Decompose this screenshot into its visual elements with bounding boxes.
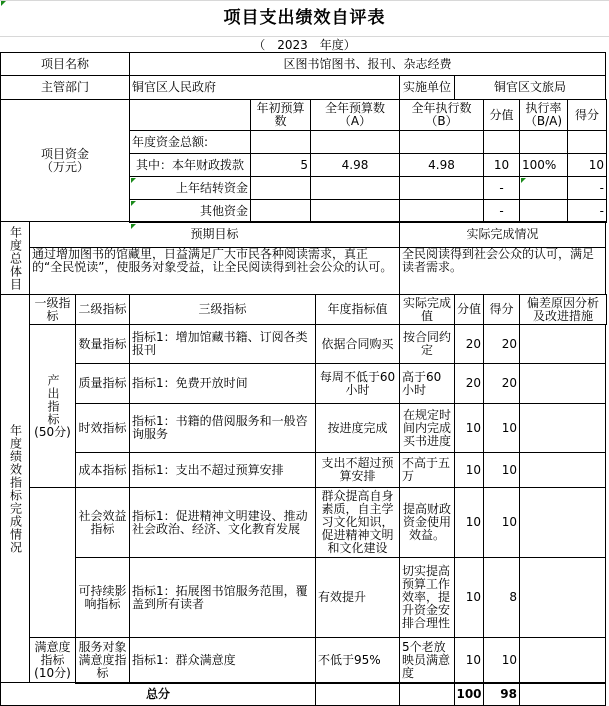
funds-cell-text: - (599, 203, 604, 218)
cell-comment-marker-icon (131, 201, 136, 206)
level2-indicator (75, 487, 130, 558)
actual-value (399, 637, 455, 684)
weight-text: 10 (465, 653, 481, 667)
funds-cell (519, 199, 568, 223)
funds-header-text: 执行率（B/A) (524, 101, 563, 128)
output-indicator (29, 324, 76, 488)
cell-comment-marker-icon (521, 178, 526, 183)
funds-cell-text: 10 (588, 157, 604, 172)
level3-indicator-text: 指标1：促进精神文明建设、推动社会政治、经济、文化教育发展 (132, 508, 308, 536)
target-value-text: 有效提升 (318, 590, 367, 604)
score-text: 10 (501, 420, 517, 435)
funds-cell-text: 100% (522, 157, 557, 172)
weight (454, 557, 484, 638)
funds-cell-text: 10 (493, 157, 510, 172)
deviation-note (519, 637, 606, 684)
total-score (483, 682, 520, 706)
funds-cell (399, 176, 484, 200)
actual-header (399, 221, 606, 248)
level3-indicator (129, 452, 316, 488)
level2-indicator (75, 557, 130, 638)
project-name-value (129, 52, 606, 76)
funds-cell (567, 176, 607, 200)
deviation-note (519, 363, 606, 404)
score-text: 20 (501, 376, 517, 390)
funds-cell (399, 153, 484, 177)
dept-value (129, 75, 400, 100)
weight (454, 452, 484, 488)
funds-cell-text: 4.98 (341, 157, 369, 172)
score-text: 8 (509, 590, 517, 604)
funds-cell (483, 130, 520, 154)
level3-indicator (129, 324, 316, 364)
actual-value (399, 363, 455, 404)
perf-header-text: 分值 (457, 302, 482, 316)
target-value (315, 363, 400, 404)
weight (454, 637, 484, 684)
funds-header-text: 全年预算数（A） (324, 101, 385, 128)
funds-cell-text: 4.98 (428, 157, 455, 172)
funds-header-text: 得分 (574, 107, 599, 122)
expected-text (29, 247, 400, 295)
cell-comment-marker-icon (131, 224, 136, 229)
level3-indicator-text: 指标1：免费开放时间 (132, 376, 248, 390)
funds-header-text: 分值 (489, 107, 514, 122)
score (483, 403, 520, 453)
expected-text-text: 通过增加图书的馆藏里，日益满足广大市民各种阅读需求，真正的“全民悦读”，使服务对象受益，让全民阅读得到社会公众的认可。 (32, 247, 393, 274)
actual-value (399, 487, 455, 558)
level2-indicator-text: 成本指标 (78, 462, 127, 477)
actual-value-text: 在规定时间内完成买书进度 (402, 407, 451, 448)
perf-header (454, 294, 484, 325)
total-score-text: 98 (500, 686, 517, 701)
funds-row-label-text: 其中：本年财政拨款 (135, 157, 244, 172)
year-line-text: （ 2023 年度） (253, 37, 356, 52)
output-indicator-cont (29, 487, 76, 638)
target-value-text: 支出不超过预算安排 (321, 456, 394, 483)
perf-header (519, 294, 607, 325)
funds-cell (519, 176, 568, 200)
perf-header (75, 294, 130, 325)
funds-header (399, 99, 484, 131)
funds-cell (250, 199, 311, 223)
perf-header (315, 294, 400, 325)
cell-comment-marker-icon (131, 178, 136, 183)
level3-indicator (129, 363, 316, 404)
level2-indicator-text: 服务对象满意度指标 (78, 640, 127, 680)
total-note (519, 682, 606, 706)
funds-cell (310, 199, 400, 223)
target-value (315, 487, 400, 558)
funds-label-text: 项目资金 （万元） (40, 146, 89, 174)
score (483, 452, 520, 488)
weight-text: 10 (465, 590, 481, 604)
dept-label-text: 主管部门 (40, 80, 89, 94)
funds-row-label (129, 176, 251, 200)
target-value (315, 403, 400, 453)
funds-cell (250, 176, 311, 200)
actual-value-text: 5个老放映员满意度 (402, 640, 451, 680)
actual-value-text: 提高财政资金使用效益。 (402, 502, 451, 542)
level3-indicator (129, 557, 316, 638)
impl-label-text: 实施单位 (402, 80, 451, 94)
actual-value (399, 403, 455, 453)
funds-header (519, 99, 568, 131)
weight-text: 10 (465, 420, 481, 435)
cell-comment-marker-icon (1, 1, 6, 6)
perf-header-text: 三级指标 (198, 302, 247, 316)
total-blank (399, 682, 455, 706)
weight-text: 20 (465, 336, 481, 351)
weight (454, 403, 484, 453)
overall-label-text: 年度总体目 (8, 225, 23, 291)
actual-value-text: 按合同约定 (402, 330, 451, 357)
deviation-note (519, 452, 606, 488)
funds-cell (250, 130, 311, 154)
funds-cell-text: - (499, 203, 504, 218)
funds-cell (310, 153, 400, 177)
funds-row-label-text: 上年结转资金 (175, 180, 248, 195)
sheet-title-text: 项目支出绩效自评表 (223, 8, 386, 28)
actual-value-text: 切实提高预算工作效率，提升资金安排合理性 (402, 564, 451, 630)
perf-header (29, 294, 76, 325)
score-text: 10 (501, 653, 517, 667)
actual-value (399, 324, 455, 364)
total-weight (454, 682, 484, 706)
total-label-text: 总分 (145, 686, 170, 701)
dept-label (0, 75, 130, 100)
perf-header-text: 实际完成值 (402, 295, 451, 323)
level2-indicator (75, 363, 130, 404)
target-value-text: 依据合同购买 (321, 336, 394, 351)
actual-value-text: 不高于五万 (402, 456, 451, 483)
funds-cell (483, 176, 520, 200)
funds-cell-text: - (599, 180, 604, 195)
impl-label (399, 75, 455, 100)
funds-cell (399, 130, 484, 154)
level3-indicator-text: 指标1：增加馆藏书籍、订阅各类报刊 (132, 330, 308, 357)
level3-indicator-text: 指标1：书籍的借阅服务和一般咨询服务 (132, 414, 308, 441)
actual-value (399, 557, 455, 638)
deviation-note (519, 487, 606, 558)
score (483, 557, 520, 638)
level2-indicator-text: 可持续影响指标 (78, 583, 127, 611)
deviation-note (519, 557, 606, 638)
score-text: 10 (501, 515, 517, 529)
actual-text (399, 247, 606, 295)
level2-indicator (75, 452, 130, 488)
funds-row-label (129, 199, 251, 223)
perf-header-text: 偏差原因分析及改进措施 (526, 295, 599, 323)
satisfaction-indicator-text: 满意度指标(10分) (34, 639, 71, 680)
level3-indicator (129, 637, 316, 684)
project-name-label-text: 项目名称 (40, 56, 89, 71)
weight (454, 487, 484, 558)
weight-text: 20 (465, 376, 481, 390)
level2-indicator (75, 637, 130, 684)
level2-indicator-text: 数量指标 (78, 336, 127, 351)
funds-cell (567, 130, 607, 154)
funds-header-text: 全年执行数（B） (411, 101, 472, 128)
funds-cell (567, 153, 607, 177)
dept-value-text: 铜官区人民政府 (132, 80, 217, 94)
level2-indicator (75, 403, 130, 453)
level2-indicator (75, 324, 130, 364)
weight-text: 10 (465, 462, 481, 477)
funds-cell (250, 153, 311, 177)
perf-label-text: 年度绩效指标完成情况 (8, 423, 23, 554)
perf-header-text: 得分 (489, 302, 514, 316)
funds-cell-text: - (499, 180, 504, 195)
funds-row-label-text: 其他资金 (199, 203, 248, 218)
target-value-text: 每周不低于60小时 (319, 369, 396, 397)
funds-header-blank (129, 99, 251, 131)
funds-row-label (129, 130, 251, 154)
funds-label (0, 99, 130, 222)
funds-cell (483, 153, 520, 177)
target-value (315, 452, 400, 488)
level3-indicator (129, 487, 316, 558)
perf-header (129, 294, 316, 325)
level3-indicator-text: 指标1：支出不超过预算安排 (132, 462, 284, 477)
total-blank (315, 682, 400, 706)
funds-cell (519, 153, 568, 177)
funds-cell (519, 130, 568, 154)
expected-header-text: 预期目标 (190, 227, 239, 241)
impl-value (454, 75, 606, 100)
actual-header-text: 实际完成情况 (466, 227, 539, 241)
level2-indicator-text: 社会效益指标 (78, 508, 127, 536)
target-value-text: 按进度完成 (327, 420, 388, 435)
total-label (0, 682, 316, 706)
perf-header-text: 年度指标值 (327, 302, 388, 316)
funds-header (250, 99, 311, 131)
target-value-text: 不低于95% (318, 653, 381, 667)
perf-header-text: 二级指标 (78, 302, 127, 316)
score-text: 10 (501, 462, 517, 477)
funds-cell (483, 199, 520, 223)
deviation-note (519, 403, 606, 453)
project-name-value-text: 区图书馆图书、报刊、杂志经费 (283, 56, 452, 71)
output-score: (50分) (34, 424, 71, 439)
expected-header (29, 221, 400, 248)
perf-header (483, 294, 520, 325)
funds-header (483, 99, 520, 131)
weight (454, 363, 484, 404)
target-value (315, 324, 400, 364)
level2-indicator-text: 时效指标 (78, 420, 127, 435)
level2-indicator-text: 质量指标 (78, 376, 127, 390)
actual-value-text: 高于60小时 (402, 369, 442, 397)
perf-header-text: 一级指标 (34, 295, 71, 323)
level3-indicator (129, 403, 316, 453)
deviation-note (519, 324, 606, 364)
level3-indicator-text: 指标1：拓展图书馆服务范围，覆盖到所有读者 (132, 583, 308, 611)
target-value-text: 群众提高自身素质，自主学习文化知识，促进精神文明和文化建设 (321, 489, 394, 555)
funds-header (567, 99, 607, 131)
weight (454, 324, 484, 364)
year-line (0, 37, 609, 53)
weight-text: 10 (465, 515, 481, 529)
sheet-title (0, 0, 609, 37)
target-value (315, 557, 400, 638)
funds-cell-text: 5 (300, 157, 308, 172)
perf-header (399, 294, 455, 325)
score (483, 487, 520, 558)
score (483, 324, 520, 364)
total-weight-text: 100 (456, 686, 482, 701)
output-label: 产出指标 (46, 373, 60, 426)
funds-cell (310, 176, 400, 200)
score (483, 363, 520, 404)
satisfaction-indicator (29, 637, 76, 683)
target-value (315, 637, 400, 684)
funds-cell (567, 199, 607, 223)
funds-header (310, 99, 400, 131)
perf-label (0, 294, 30, 683)
actual-text-text: 全民阅读得到社会公众的认可，满足读者需求。 (402, 247, 595, 274)
overall-label (0, 221, 30, 295)
funds-row-label-text: 年度资金总额: (132, 134, 209, 149)
score-text: 20 (501, 336, 517, 351)
funds-header-text: 年初预算数 (256, 101, 305, 128)
funds-cell (310, 130, 400, 154)
level3-indicator-text: 指标1：群众满意度 (132, 653, 236, 667)
actual-value (399, 452, 455, 488)
score (483, 637, 520, 684)
funds-row-label (129, 153, 251, 177)
impl-value-text: 铜官区文旅局 (493, 80, 566, 94)
funds-cell (399, 199, 484, 223)
project-name-label (0, 52, 130, 76)
